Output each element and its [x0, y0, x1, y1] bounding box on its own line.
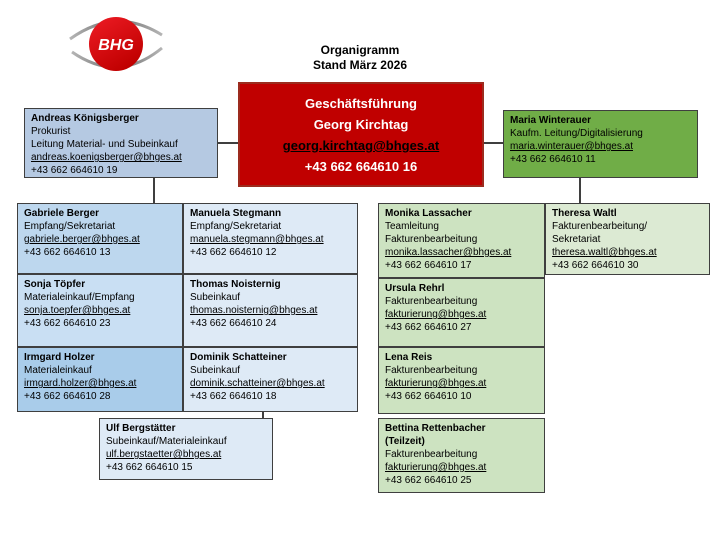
person-role2: Sekretariat — [552, 234, 601, 245]
person-email[interactable]: monika.lassacher@bhges.at — [385, 247, 512, 258]
org-box-thomas-noisternig — [183, 274, 358, 347]
person-name: Monika Lassacher — [385, 208, 472, 219]
org-box-ceo — [238, 82, 484, 187]
person-email[interactable]: irmgard.holzer@bhges.at — [24, 378, 137, 389]
person-phone: +43 662 664610 12 — [190, 247, 277, 258]
person-email[interactable]: fakturierung@bhges.at — [385, 309, 487, 320]
person-name: Lena Reis — [385, 352, 433, 363]
person-phone: +43 662 664610 15 — [106, 462, 193, 473]
bhg-logo-graphic — [66, 6, 166, 82]
person-email[interactable]: theresa.waltl@bhges.at — [552, 247, 657, 258]
person-email[interactable]: andreas.koenigsberger@bhges.at — [31, 152, 182, 163]
person-email[interactable]: gabriele.berger@bhges.at — [24, 234, 140, 245]
person-role: Kaufm. Leitung/Digitalisierung — [510, 128, 643, 139]
person-email[interactable]: maria.winterauer@bhges.at — [510, 141, 633, 152]
person-role: Materialeinkauf/Empfang — [24, 292, 135, 303]
person-phone: +43 662 664610 17 — [385, 260, 472, 271]
person-name: Bettina Rettenbacher — [385, 423, 486, 434]
person-role: Empfang/Sekretariat — [24, 221, 116, 232]
ceo-email[interactable]: georg.kirchtag@bhges.at — [282, 138, 440, 153]
person-name: Ulf Bergstätter — [106, 423, 176, 434]
person-phone: +43 662 664610 19 — [31, 165, 118, 176]
logo-text: BHG — [98, 37, 134, 54]
person-email[interactable]: fakturierung@bhges.at — [385, 462, 487, 473]
org-box-lena-reis — [378, 347, 545, 414]
org-box-monika-lassacher — [378, 203, 545, 278]
ceo-role: Geschäftsführung — [305, 96, 417, 111]
ceo-phone: +43 662 664610 16 — [304, 159, 418, 174]
connector-andreas-ceo — [218, 142, 238, 144]
person-name: Ursula Rehrl — [385, 283, 445, 294]
bhg-logo — [66, 6, 166, 82]
ceo-name: Georg Kirchtag — [313, 117, 409, 132]
person-name: Thomas Noisternig — [190, 279, 281, 290]
person-phone: +43 662 664610 30 — [552, 260, 639, 271]
person-name: Sonja Töpfer — [24, 279, 86, 290]
org-box-ulf-bergstaetter — [99, 418, 273, 480]
org-box-theresa-waltl — [545, 203, 710, 275]
person-email[interactable]: fakturierung@bhges.at — [385, 378, 487, 389]
person-role: Subeinkauf/Materialeinkauf — [106, 436, 227, 447]
title-line1: Organigramm — [320, 43, 400, 57]
person-role: Subeinkauf — [190, 292, 241, 303]
person-name: Andreas Königsberger — [31, 113, 139, 124]
person-phone: +43 662 664610 25 — [385, 475, 472, 486]
person-name: Dominik Schatteiner — [190, 352, 287, 363]
page-title — [250, 43, 470, 73]
connector-ceo-maria — [484, 142, 503, 144]
org-box-andreas-koenigsberger — [24, 108, 218, 178]
person-role: Empfang/Sekretariat — [190, 221, 282, 232]
connector-maria-team — [579, 177, 581, 203]
person-phone: +43 662 664610 24 — [190, 318, 277, 329]
person-phone: +43 662 664610 18 — [190, 391, 277, 402]
person-name: Theresa Waltl — [552, 208, 617, 219]
org-box-bettina-rettenbacher — [378, 418, 545, 493]
person-name: Irmgard Holzer — [24, 352, 95, 363]
person-phone: +43 662 664610 13 — [24, 247, 111, 258]
person-role: Fakturenbearbeitung — [385, 365, 478, 376]
org-box-maria-winterauer — [503, 110, 698, 178]
person-phone: +43 662 664610 11 — [510, 154, 596, 165]
person-phone: +43 662 664610 23 — [24, 318, 111, 329]
org-box-sonja-toepfer — [17, 274, 183, 347]
person-email[interactable]: manuela.stegmann@bhges.at — [190, 234, 324, 245]
person-name: Gabriele Berger — [24, 208, 100, 219]
person-email[interactable]: ulf.bergstaetter@bhges.at — [106, 449, 222, 460]
person-role2: Fakturenbearbeitung — [385, 234, 478, 245]
person-name-suffix: (Teilzeit) — [385, 436, 425, 447]
person-email[interactable]: thomas.noisternig@bhges.at — [190, 305, 318, 316]
person-role: Subeinkauf — [190, 365, 241, 376]
person-role: Fakturenbearbeitung/ — [552, 221, 648, 232]
person-role: Fakturenbearbeitung — [385, 296, 478, 307]
org-box-dominik-schatteiner — [183, 347, 358, 412]
title-line2: Stand März 2026 — [312, 58, 408, 72]
org-box-gabriele-berger — [17, 203, 183, 274]
person-phone: +43 662 664610 28 — [24, 391, 111, 402]
person-phone: +43 662 664610 10 — [385, 391, 472, 402]
person-role: Materialeinkauf — [24, 365, 92, 376]
org-box-manuela-stegmann — [183, 203, 358, 274]
person-email[interactable]: sonja.toepfer@bhges.at — [24, 305, 131, 316]
person-role: Prokurist — [31, 126, 71, 137]
org-box-ursula-rehrl — [378, 278, 545, 347]
org-box-irmgard-holzer — [17, 347, 183, 412]
person-role: Teamleitung — [385, 221, 439, 232]
person-phone: +43 662 664610 27 — [385, 322, 472, 333]
person-role2: Leitung Material- und Subeinkauf — [31, 139, 178, 150]
connector-andreas-team — [153, 177, 155, 203]
person-email[interactable]: dominik.schatteiner@bhges.at — [190, 378, 325, 389]
person-role: Fakturenbearbeitung — [385, 449, 478, 460]
person-name: Manuela Stegmann — [190, 208, 282, 219]
person-name: Maria Winterauer — [510, 115, 592, 126]
